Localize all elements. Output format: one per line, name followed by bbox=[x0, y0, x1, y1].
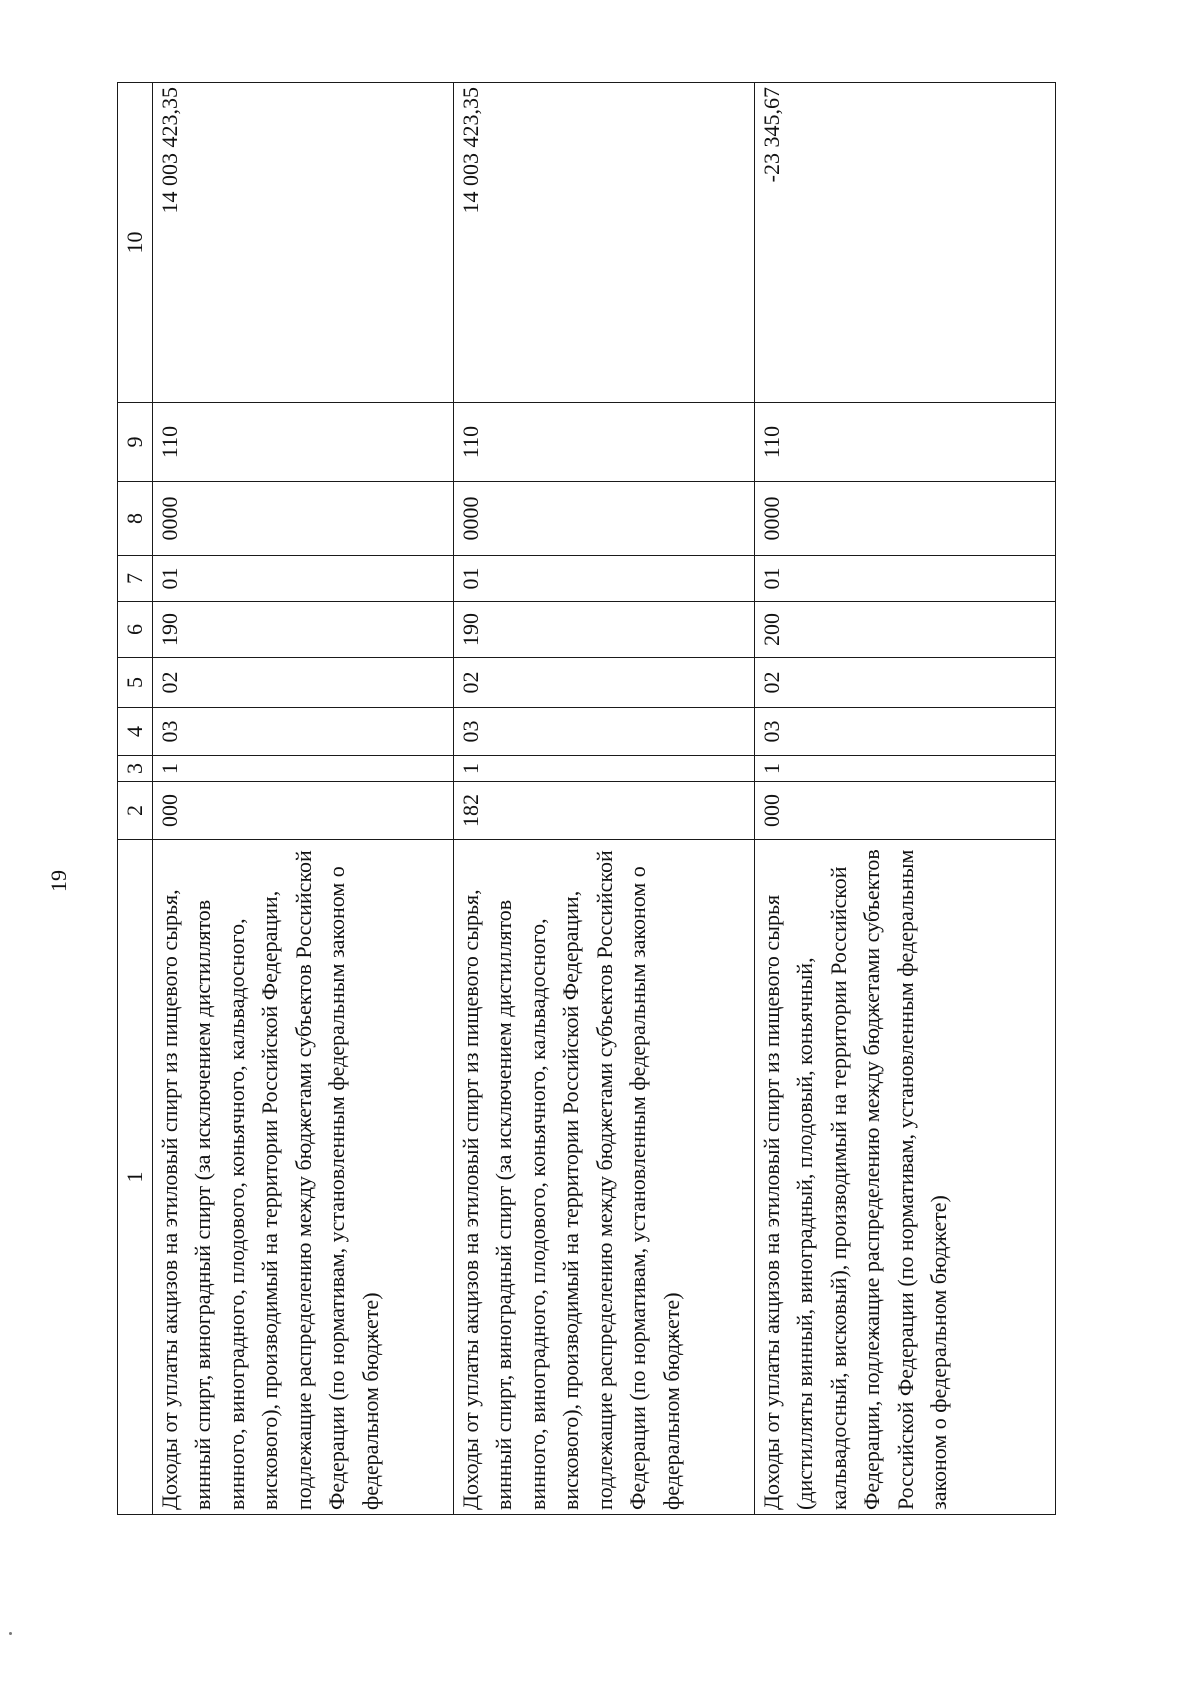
code-classification: 110 bbox=[755, 403, 1056, 482]
code-element: 01 bbox=[454, 556, 755, 602]
code-classification: 110 bbox=[153, 403, 454, 482]
code-article: 02 bbox=[153, 658, 454, 708]
amount-value: 14 003 423,35 bbox=[153, 83, 454, 403]
code-group: 1 bbox=[755, 756, 1056, 782]
scan-speck bbox=[9, 1632, 12, 1635]
header-cell-5: 5 bbox=[118, 658, 153, 708]
code-group: 1 bbox=[153, 756, 454, 782]
code-program: 0000 bbox=[755, 482, 1056, 556]
code-classification: 110 bbox=[454, 403, 755, 482]
header-row bbox=[118, 83, 153, 1515]
code-subgroup: 03 bbox=[153, 708, 454, 756]
amount-value: -23 345,67 bbox=[755, 83, 1056, 403]
code-admin: 182 bbox=[454, 782, 755, 840]
code-subarticle: 190 bbox=[153, 602, 454, 658]
table-row bbox=[454, 83, 755, 1515]
row-description: Доходы от уплаты акцизов на этиловый спирт из пищевого сырья, винный спирт, виноградный спирт (за исключением дистиллятов винного, виноградного, плодового, коньячного, кальвадосного, вискового), производимый на территории Российской Федерации, подлежащие распределению между бюджетами субъектов Российской Федерации (по нормативам, установленным федеральным законом о федеральном бюджете) bbox=[153, 840, 454, 1515]
table-row bbox=[153, 83, 454, 1515]
code-subgroup: 03 bbox=[755, 708, 1056, 756]
header-cell-6: 6 bbox=[118, 602, 153, 658]
header-cell-7: 7 bbox=[118, 556, 153, 602]
header-cell-9: 9 bbox=[118, 403, 153, 482]
code-subarticle: 190 bbox=[454, 602, 755, 658]
code-program: 0000 bbox=[153, 482, 454, 556]
header-cell-4: 4 bbox=[118, 708, 153, 756]
code-group: 1 bbox=[454, 756, 755, 782]
page-number: 19 bbox=[46, 870, 71, 892]
table-row bbox=[755, 83, 1056, 1515]
code-article: 02 bbox=[755, 658, 1056, 708]
code-admin: 000 bbox=[755, 782, 1056, 840]
code-program: 0000 bbox=[454, 482, 755, 556]
code-subgroup: 03 bbox=[454, 708, 755, 756]
row-description: Доходы от уплаты акцизов на этиловый спирт из пищевого сырья (дистилляты винный, виноградный, плодовый, коньячный, кальвадосный, висковый), производимый на территории Российской Федерации, подлежащие распределению между бюджетами субъектов Российской Федерации (по нормативам, установленным федеральным законом о федеральном бюджете) bbox=[755, 840, 1056, 1515]
code-element: 01 bbox=[153, 556, 454, 602]
rotated-table-container bbox=[117, 83, 1034, 1515]
header-cell-2: 2 bbox=[118, 782, 153, 840]
header-cell-1: 1 bbox=[118, 840, 153, 1515]
code-subarticle: 200 bbox=[755, 602, 1056, 658]
code-element: 01 bbox=[755, 556, 1056, 602]
row-description: Доходы от уплаты акцизов на этиловый спирт из пищевого сырья, винный спирт, виноградный спирт (за исключением дистиллятов винного, виноградного, плодового, коньячного, кальвадосного, вискового), производимый на территории Российской Федерации, подлежащие распределению между бюджетами субъектов Российской Федерации (по нормативам, установленным федеральным законом о федеральном бюджете) bbox=[454, 840, 755, 1515]
header-cell-8: 8 bbox=[118, 482, 153, 556]
amount-value: 14 003 423,35 bbox=[454, 83, 755, 403]
header-cell-10: 10 bbox=[118, 83, 153, 403]
code-article: 02 bbox=[454, 658, 755, 708]
revenue-table bbox=[117, 82, 1056, 1515]
code-admin: 000 bbox=[153, 782, 454, 840]
header-cell-3: 3 bbox=[118, 756, 153, 782]
